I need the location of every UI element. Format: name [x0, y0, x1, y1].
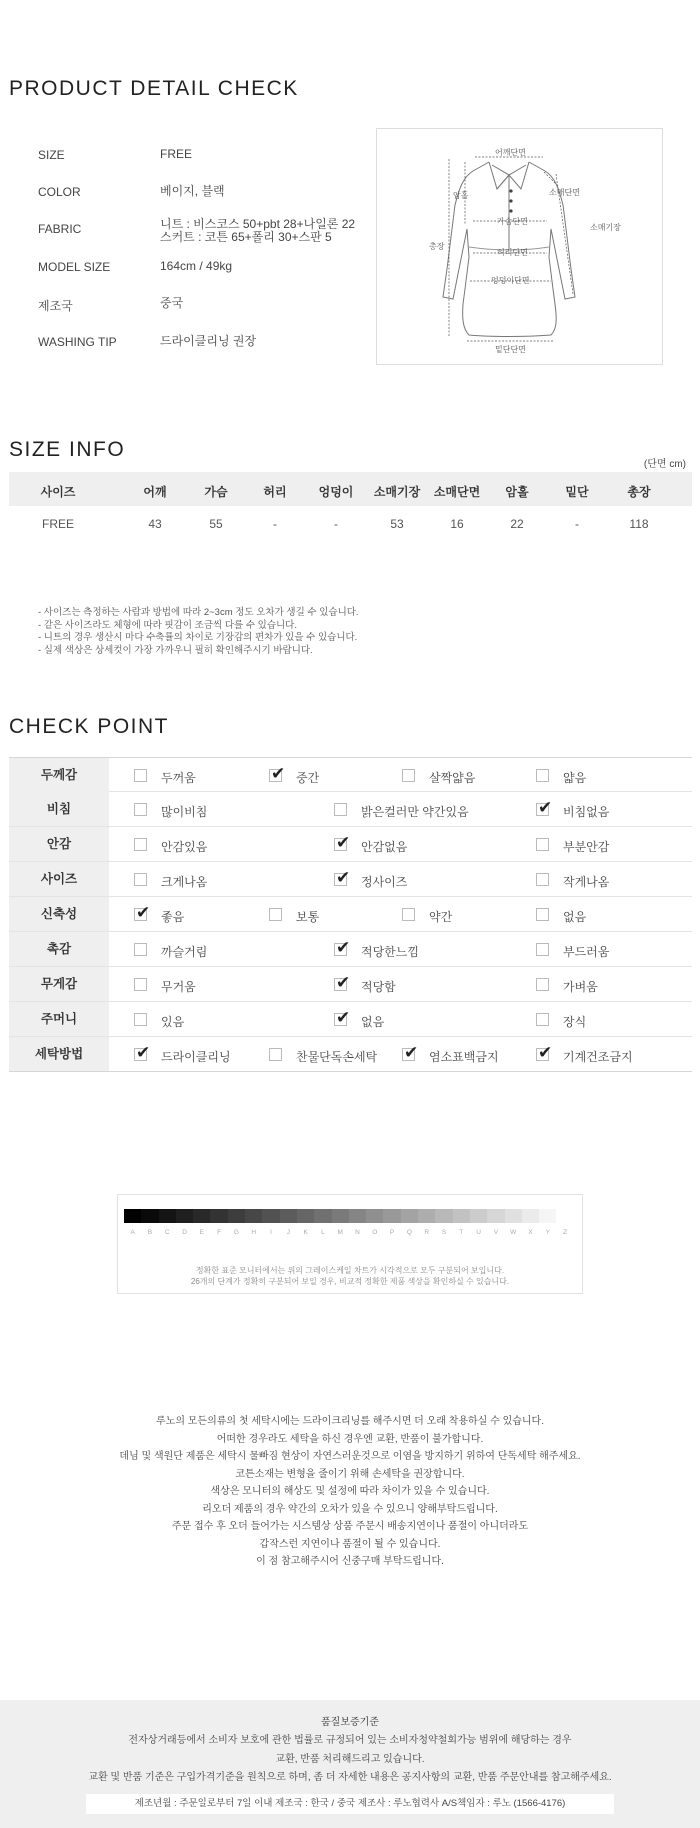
grayscale-letter: A — [130, 1229, 135, 1236]
checkbox[interactable] — [134, 769, 147, 782]
pd-value: 164cm / 49kg — [160, 259, 233, 273]
check-row — [9, 967, 692, 1002]
grayscale-letter: V — [493, 1229, 499, 1236]
check-option-label: 살짝얇음 — [429, 771, 476, 785]
diagram-label-chest: 가슴단면 — [497, 217, 528, 226]
grayscale-letter: F — [217, 1229, 222, 1236]
grayscale-swatch — [556, 1209, 573, 1223]
footer-line: 전자상거래등에서 소비자 보호에 관한 법률로 규정되어 있는 소비자청약철회가능 범위에 해당하는 경우 — [128, 1735, 572, 1746]
size-notes — [38, 607, 359, 657]
care-line: 리오더 제품의 경우 약간의 오차가 있을 수 있으니 양해부탁드립니다. — [202, 1503, 498, 1515]
checkbox[interactable] — [536, 978, 549, 991]
care-line: 코튼소재는 변형을 줄이기 위해 손세탁을 권장합니다. — [235, 1468, 465, 1480]
check-option-label: 부드러움 — [563, 945, 610, 959]
grayscale-letter: U — [476, 1229, 481, 1236]
grayscale-letter: T — [459, 1229, 464, 1236]
size-header-cell: 허리 — [263, 485, 287, 499]
checkbox[interactable] — [134, 838, 147, 851]
check-option-label: 약간 — [429, 910, 453, 924]
quality-footer — [0, 1700, 700, 1828]
checkbox[interactable] — [536, 1043, 553, 1063]
size-cell: 16 — [450, 517, 464, 531]
grayscale-swatch — [210, 1209, 227, 1223]
pd-value: FREE — [160, 147, 193, 161]
check-option-label: 많이비침 — [161, 805, 208, 819]
pd-label: FABRIC — [38, 222, 82, 236]
grayscale-letter: J — [286, 1229, 290, 1236]
check-option-label: 안감있음 — [161, 840, 208, 854]
care-line: 어떠한 경우라도 세탁을 하신 경우엔 교환, 반품이 불가합니다. — [216, 1433, 484, 1445]
check-option-label: 얇음 — [563, 771, 587, 785]
pd-value-2: 스커트 : 코튼 65+폴리 30+스판 5 — [160, 230, 332, 244]
diagram-label-sleeve: 소매기장 — [590, 223, 621, 232]
check-row — [9, 827, 692, 862]
care-line: 루노의 모든의류의 첫 세탁시에는 드라이크리닝를 해주시면 더 오래 착용하실 수 있습니다. — [156, 1416, 544, 1427]
grayscale-caption-line: 26개의 단계가 정확히 구분되어 보일 경우, 비교적 정확한 제품 색상을 확인하실 수 있습니다. — [190, 1277, 510, 1286]
checkbox[interactable] — [269, 908, 282, 921]
grayscale-letter: M — [337, 1229, 343, 1236]
grayscale-letter: I — [270, 1229, 272, 1236]
grayscale-swatch — [522, 1209, 539, 1223]
grayscale-swatch — [453, 1209, 470, 1223]
check-option-label: 밝은컬러만 약간있음 — [361, 805, 469, 819]
checkbox[interactable] — [536, 838, 549, 851]
grayscale-letter: B — [147, 1229, 153, 1236]
size-cell: 22 — [510, 517, 524, 531]
size-cell: FREE — [41, 517, 75, 531]
grayscale-caption — [118, 1265, 582, 1287]
pd-value: 베이지, 블랙 — [160, 184, 225, 198]
check-row-label: 신축성 — [9, 897, 109, 931]
size-table-header — [9, 472, 692, 506]
footer-line: 교환, 반품 처리해드리고 있습니다. — [275, 1753, 425, 1765]
check-option-label: 적당한느낌 — [361, 945, 419, 959]
size-header-cell: 사이즈 — [40, 485, 76, 499]
check-option-label: 염소표백금지 — [429, 1050, 499, 1064]
checkmark-icon: ✔ — [136, 1043, 151, 1063]
check-option-label: 없음 — [563, 910, 587, 924]
check-row — [9, 757, 692, 792]
grayscale-swatch — [124, 1209, 141, 1223]
grayscale-letter: W — [510, 1229, 517, 1236]
diagram-label-hem: 밑단단면 — [495, 345, 526, 354]
grayscale-swatch — [366, 1209, 383, 1223]
size-note: - 실제 색상은 상세컷이 가장 가까우니 필히 확인해주시기 바랍니다. — [38, 644, 313, 656]
grayscale-swatch — [332, 1209, 349, 1223]
checkbox[interactable] — [402, 1043, 419, 1063]
checkbox[interactable] — [334, 973, 351, 993]
check-option-label: 안감없음 — [361, 840, 408, 854]
check-option-label: 정사이즈 — [361, 875, 408, 889]
check-option-label: 크게나옴 — [161, 875, 208, 889]
checkmark-icon: ✔ — [336, 938, 351, 958]
check-row-label: 주머니 — [9, 1002, 109, 1036]
size-cell: 118 — [629, 517, 649, 531]
size-header-cell: 가슴 — [204, 485, 228, 499]
grayscale-swatch — [401, 1209, 418, 1223]
pd-label: SIZE — [38, 148, 65, 162]
check-option-label: 두꺼움 — [161, 771, 196, 785]
check-option-label: 가벼움 — [563, 980, 598, 994]
care-line: 이 점 참고해주시어 신중구매 부탁드립니다. — [256, 1556, 444, 1567]
grayscale-swatch — [159, 1209, 176, 1223]
checkbox[interactable] — [134, 873, 147, 886]
check-row-label: 안감 — [9, 827, 109, 861]
grayscale-swatch — [383, 1209, 400, 1223]
checkmark-icon: ✔ — [336, 833, 351, 853]
grayscale-letter: O — [372, 1229, 378, 1236]
grayscale-letter: D — [182, 1229, 187, 1236]
care-line: 색상은 모니터의 해상도 및 설정에 따라 차이가 있을 수 있습니다. — [210, 1486, 490, 1497]
check-row-label: 촉감 — [9, 932, 109, 966]
pd-label: COLOR — [38, 185, 81, 199]
grayscale-letter: N — [355, 1229, 360, 1236]
check-option-label: 있음 — [161, 1015, 185, 1029]
checkbox[interactable] — [334, 868, 351, 888]
grayscale-swatch — [193, 1209, 210, 1223]
check-option-label: 비침없음 — [563, 805, 610, 819]
grayscale-swatch — [539, 1209, 556, 1223]
pd-value: 드라이클리닝 권장 — [160, 334, 257, 348]
check-point-table — [9, 757, 692, 1072]
diagram-label-cuff: 소매단면 — [549, 188, 580, 197]
care-line: 데님 및 색원단 제품은 세탁시 물빠짐 현상이 자연스러운것으로 이염을 방지하기 위하여 단독세탁 해주세요. — [119, 1451, 581, 1462]
pd-label: 제조국 — [38, 299, 73, 313]
care-notice — [0, 1413, 700, 1571]
checkmark-icon: ✔ — [336, 973, 351, 993]
checkmark-icon: ✔ — [271, 764, 286, 784]
checkbox[interactable] — [134, 1013, 147, 1026]
checkmark-icon: ✔ — [136, 903, 151, 923]
grayscale-swatch — [141, 1209, 158, 1223]
pd-label: WASHING TIP — [38, 335, 117, 349]
size-cell: - — [575, 517, 579, 531]
check-row — [9, 1002, 692, 1037]
pd-label: MODEL SIZE — [38, 260, 111, 274]
checkmark-icon: ✔ — [336, 868, 351, 888]
grayscale-letter: Z — [563, 1229, 568, 1236]
check-option-label: 무거움 — [161, 980, 196, 994]
check-option-label: 중간 — [296, 771, 320, 785]
grayscale-swatch — [176, 1209, 193, 1223]
grayscale-letter: P — [389, 1229, 395, 1236]
size-cell: - — [334, 517, 338, 531]
size-header-cell: 어깨 — [143, 485, 167, 499]
checkbox[interactable] — [334, 938, 351, 958]
checkbox[interactable] — [134, 978, 147, 991]
size-header-cell: 소매기장 — [373, 485, 421, 499]
checkbox[interactable] — [334, 1008, 351, 1028]
grayscale-swatch — [228, 1209, 245, 1223]
check-option-label: 드라이클리닝 — [161, 1050, 231, 1064]
grayscale-letter: K — [303, 1229, 308, 1236]
size-cell: - — [273, 517, 277, 531]
diagram-label-armhole: 암홀 — [453, 191, 469, 200]
grayscale-letter: G — [233, 1229, 239, 1236]
check-row — [9, 792, 692, 827]
footer-title: 품질보증기준 — [321, 1717, 379, 1728]
grayscale-letter: C — [164, 1229, 170, 1236]
grayscale-letter: Y — [545, 1229, 550, 1236]
checkbox[interactable] — [536, 769, 549, 782]
check-row-label: 비침 — [9, 792, 109, 826]
diagram-label-waist: 허리단면 — [497, 248, 528, 257]
checkbox[interactable] — [402, 769, 415, 782]
size-cell: 53 — [390, 517, 404, 531]
footer-line: 교환 및 반품 기준은 구입가격기준을 원칙으로 하며, 좀 더 자세한 내용은 공지사항의 교환, 반품 주문안내를 참고해주세요. — [88, 1772, 612, 1783]
checkmark-icon: ✔ — [538, 798, 553, 818]
check-option-label: 찬물단독손세탁 — [296, 1050, 378, 1064]
checkbox[interactable] — [536, 908, 549, 921]
checkbox[interactable] — [134, 803, 147, 816]
grayscale-letter: R — [424, 1229, 430, 1236]
grayscale-swatch — [297, 1209, 314, 1223]
grayscale-swatch — [280, 1209, 297, 1223]
check-option-label: 적당함 — [361, 980, 396, 994]
checkbox[interactable] — [402, 908, 415, 921]
check-row — [9, 897, 692, 932]
checkbox[interactable] — [334, 833, 351, 853]
grayscale-swatch — [245, 1209, 262, 1223]
diagram-label-length: 총장 — [429, 242, 445, 251]
size-cell: 43 — [148, 517, 162, 531]
grayscale-letter: H — [251, 1229, 257, 1236]
size-note: - 사이즈는 측정하는 사람과 방법에 따라 2~3cm 정도 오차가 생길 수 있습니다. — [38, 607, 359, 618]
grayscale-letter: L — [321, 1229, 325, 1236]
grayscale-chart — [117, 1194, 583, 1294]
check-option-label: 좋음 — [161, 910, 185, 924]
grayscale-swatch — [435, 1209, 452, 1223]
checkbox[interactable] — [536, 873, 549, 886]
grayscale-swatch — [487, 1209, 504, 1223]
measurement-diagram — [376, 128, 663, 365]
check-point-title: CHECK POINT — [9, 715, 170, 738]
check-row — [9, 1037, 692, 1072]
size-table-row — [9, 506, 692, 540]
check-option-label: 까슬거림 — [161, 945, 208, 959]
size-header-cell: 총장 — [627, 485, 651, 499]
check-row — [9, 932, 692, 967]
size-header-cell: 엉덩이 — [318, 485, 354, 499]
checkbox[interactable] — [269, 1048, 282, 1061]
grayscale-swatch — [418, 1209, 435, 1223]
grayscale-letter: E — [199, 1229, 204, 1236]
size-note: - 같은 사이즈라도 체형에 따라 핏감이 조금씩 다를 수 있습니다. — [38, 619, 297, 631]
check-row-label: 두께감 — [9, 758, 109, 792]
check-row — [9, 862, 692, 897]
diagram-label-shoulder: 어깨단면 — [495, 148, 526, 157]
grayscale-swatch — [349, 1209, 366, 1223]
check-row-label: 무게감 — [9, 967, 109, 1001]
size-cell: 55 — [209, 517, 223, 531]
size-header-cell: 밑단 — [565, 485, 589, 499]
pd-value: 니트 : 비스코스 50+pbt 28+나일론 22 — [160, 217, 356, 231]
grayscale-swatch — [470, 1209, 487, 1223]
check-row-label: 사이즈 — [9, 862, 109, 896]
checkmark-icon: ✔ — [404, 1043, 419, 1063]
grayscale-letters — [124, 1229, 574, 1236]
grayscale-swatch — [262, 1209, 279, 1223]
checkbox[interactable] — [134, 1043, 151, 1063]
size-header-cell: 소매단면 — [433, 485, 481, 499]
size-header-cell: 암홀 — [505, 485, 529, 499]
checkbox[interactable] — [334, 803, 347, 816]
footer-lines — [0, 1732, 700, 1788]
checkbox[interactable] — [134, 903, 151, 923]
footer-info-bar: 제조년월 : 주문일로부터 7일 이내 제조국 : 한국 / 중국 제조사 : 루노협력사 A/S책임자 : 루노 (1566-4176) — [86, 1794, 614, 1814]
check-option-label: 기계건조금지 — [563, 1050, 633, 1064]
check-option-label: 장식 — [563, 1015, 587, 1029]
check-option-label: 부분안감 — [563, 840, 610, 854]
grayscale-letter: Q — [406, 1229, 412, 1236]
checkmark-icon: ✔ — [538, 1043, 553, 1063]
grayscale-swatch — [314, 1209, 331, 1223]
grayscale-caption-line: 정확한 표준 모니터에서는 위의 그레이스케일 차트가 시각적으로 모두 구분되어 보입니다. — [195, 1266, 505, 1275]
pd-value: 중국 — [160, 296, 184, 310]
checkbox[interactable] — [536, 798, 553, 818]
checkbox[interactable] — [536, 943, 549, 956]
check-row-label: 세탁방법 — [9, 1037, 109, 1071]
size-table — [9, 472, 692, 540]
checkmark-icon: ✔ — [336, 1008, 351, 1028]
diagram-label-hip: 엉덩이단면 — [491, 276, 530, 285]
grayscale-swatches — [124, 1209, 574, 1223]
size-unit-note: (단면 cm) — [643, 459, 686, 470]
care-line: 주문 접수 후 오더 들어가는 시스템상 상품 주문시 배송지연이나 품절이 아니더라도 — [171, 1521, 529, 1532]
size-info-title: SIZE INFO — [9, 438, 126, 461]
grayscale-letter: X — [528, 1229, 533, 1236]
check-option-label: 작게나옴 — [563, 875, 610, 889]
check-option-label: 없음 — [361, 1015, 385, 1029]
checkbox[interactable] — [134, 943, 147, 956]
check-option-label: 보통 — [296, 910, 320, 924]
checkbox[interactable] — [536, 1013, 549, 1026]
product-detail-title: PRODUCT DETAIL CHECK — [9, 77, 299, 100]
grayscale-letter: S — [441, 1229, 447, 1236]
checkbox[interactable] — [269, 764, 286, 784]
size-note: - 니트의 경우 생산시 마다 수축률의 차이로 기장감의 편차가 있을 수 있습니다. — [38, 632, 358, 643]
care-line: 갑작스런 지연이나 품절이 될 수 있습니다. — [259, 1538, 441, 1550]
grayscale-swatch — [505, 1209, 522, 1223]
